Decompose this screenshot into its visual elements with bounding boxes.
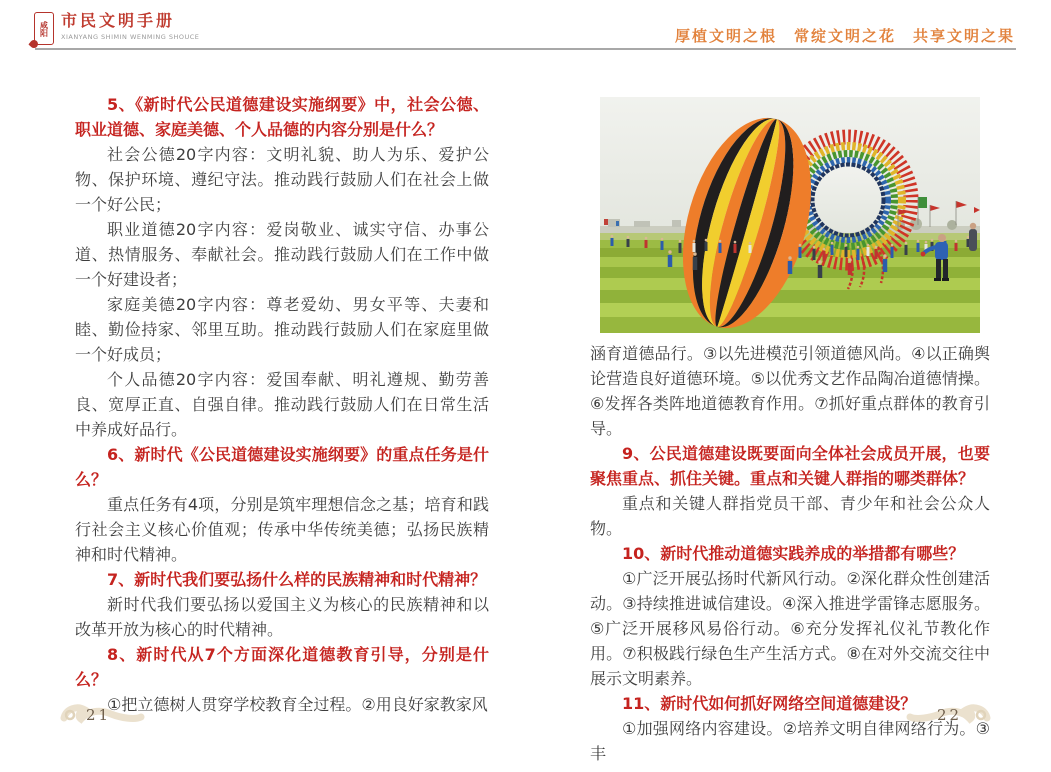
header-divider xyxy=(35,48,1016,50)
paragraph: 8、新时代从7个方面深化道德教育引导，分别是什么？ xyxy=(75,645,489,689)
paragraph: 涵育道德品行。③以先进模范引领道德风尚。④以正确舆论营造良好道德环境。⑤以优秀文艺作品陶冶道德情操。⑥发挥各类阵地道德教育作用。⑦抓好重点群体的教育引导。 xyxy=(590,344,990,438)
paragraph: ①加强网络内容建设。②培养文明自律网络行为。③丰 xyxy=(590,719,990,763)
page-number: 21 xyxy=(86,706,112,724)
paragraph: ①广泛开展弘扬时代新风行动。②深化群众性创建活动。③持续推进诚信建设。④深入推进学雷锋志愿服务。⑤广泛开展移风易俗行动。⑥充分发挥礼仪礼节教化作用。⑦积极践行绿色生产生活方式。⑧在对外交流交往中展示文明素养。 xyxy=(590,569,990,688)
handbook-subtitle: XIANYANG SHIMIN WENMING SHOUCE xyxy=(61,33,200,41)
kite-festival-photo xyxy=(600,97,980,333)
paragraph: 职业道德20字内容：爱岗敬业、诚实守信、办事公道、热情服务、奉献社会。推动践行鼓励人们在工作中做一个好建设者； xyxy=(75,220,489,289)
paragraph: 11、新时代如何抓好网络空间道德建设？ xyxy=(622,694,917,713)
paragraph: 重点和关键人群指党员干部、青少年和社会公众人物。 xyxy=(590,494,990,538)
page-number-right xyxy=(903,698,995,734)
paragraph: 个人品德20字内容：爱国奉献、明礼遵规、勤劳善良、宽厚正直、自强自律。推动践行鼓励人们在日常生活中养成好品行。 xyxy=(75,370,489,439)
page-right xyxy=(590,97,990,766)
handbook-title: 市民文明手册 xyxy=(61,11,176,30)
seal-logo-icon: 咸阳 xyxy=(34,12,54,45)
header-tagline: 厚植文明之根 常绽文明之花 共享文明之果 xyxy=(674,27,1015,45)
page-number-left xyxy=(56,698,148,734)
paragraph: 家庭美德20字内容：尊老爱幼、男女平等、夫妻和睦、勤俭持家、邻里互助。推动践行鼓励人们在家庭里做一个好成员； xyxy=(75,295,489,364)
paragraph: 6、新时代《公民道德建设实施纲要》的重点任务是什么？ xyxy=(75,445,489,489)
paragraph: 7、新时代我们要弘扬什么样的民族精神和时代精神？ xyxy=(107,570,487,589)
paragraph: 5、《新时代公民道德建设实施纲要》中，社会公德、职业道德、家庭美德、个人品德的内容分别是什么？ xyxy=(75,95,489,139)
page-number: 22 xyxy=(937,706,963,724)
edge-person xyxy=(969,223,977,251)
paragraph: 重点任务有4项，分别是筑牢理想信念之基；培育和践行社会主义核心价值观；传承中华传统美德；弘扬民族精神和时代精神。 xyxy=(75,495,489,564)
paragraph: 社会公德20字内容：文明礼貌、助人为乐、爱护公物、保护环境、遵纪守法。推动践行鼓励人们在社会上做一个好公民； xyxy=(75,145,489,214)
paragraph: ①把立德树人贯穿学校教育全过程。②用良好家教家风 xyxy=(107,695,488,714)
page-left-text xyxy=(75,92,489,717)
brand-text xyxy=(61,12,199,41)
paragraph: 10、新时代推动道德实践养成的举措都有哪些？ xyxy=(622,544,965,563)
paragraph: 新时代我们要弘扬以爱国主义为核心的民族精神和以改革开放为核心的时代精神。 xyxy=(75,595,489,639)
paragraph: 9、公民道德建设既要面向全体社会成员开展，也要聚焦重点、抓住关键。重点和关键人群指的哪类群体？ xyxy=(590,444,990,488)
brand xyxy=(34,12,199,45)
